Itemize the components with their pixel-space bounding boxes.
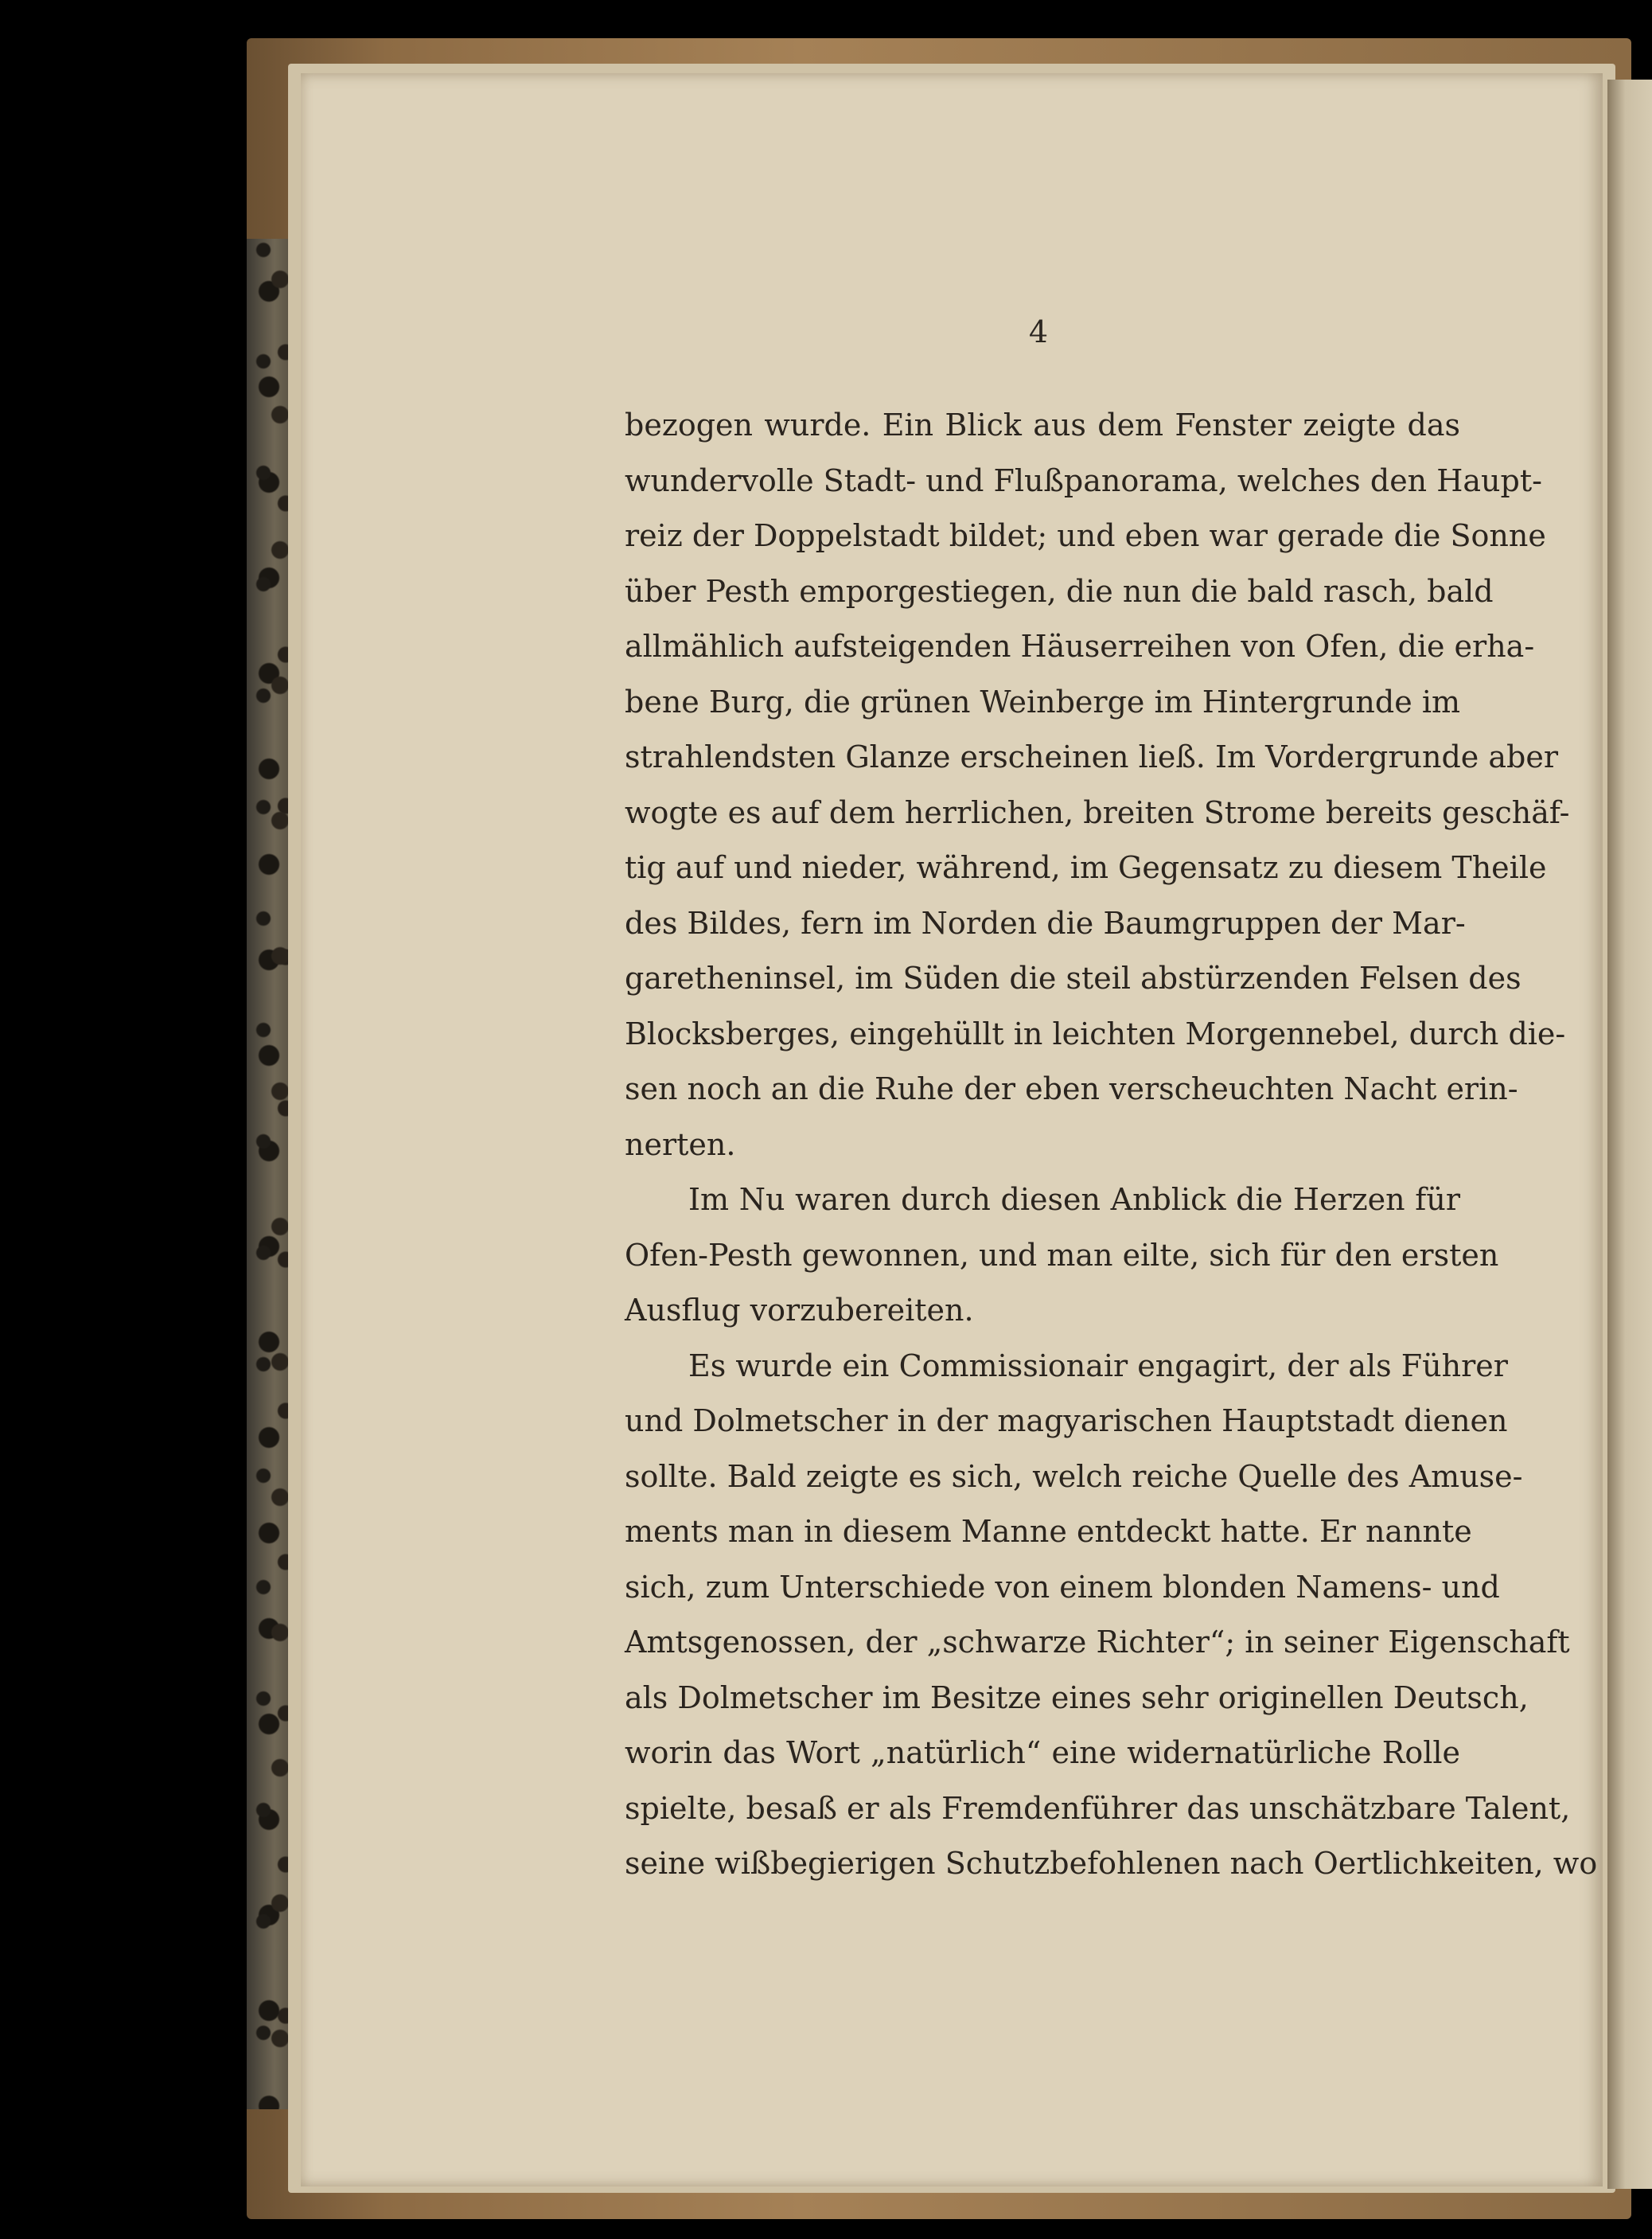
text-line: Ofen-Pesth gewonnen, und man eilte, sich für den ersten: [625, 1237, 1499, 1273]
facing-page-edge: [1607, 80, 1652, 2189]
text-line: worin das Wort „natürlich“ eine widernatürliche Rolle: [625, 1735, 1460, 1770]
text-line: ments man in diesem Manne entdeckt hatte. Er nannte: [625, 1514, 1472, 1549]
text-line: über Pesth emporgestiegen, die nun die bald rasch, bald: [625, 573, 1494, 609]
text-line: sollte. Bald zeigte es sich, welch reiche Quelle des Amuse-: [625, 1458, 1523, 1494]
paragraph: [625, 398, 1570, 1172]
text-line: Im Nu waren durch diesen Anblick die Herzen für: [688, 1182, 1460, 1217]
text-line: bene Burg, die grünen Weinberge im Hintergrunde im: [625, 684, 1460, 720]
text-line: tig auf und nieder, während, im Gegensatz zu diesem Theile: [625, 850, 1547, 885]
page-number: 4: [1028, 314, 1049, 349]
text-line: nerten.: [625, 1126, 736, 1162]
text-line: reiz der Doppelstadt bildet; und eben war gerade die Sonne: [625, 518, 1546, 553]
paragraph: [625, 1339, 1598, 1892]
paragraph: [625, 1172, 1499, 1339]
text-line: Ausflug vorzubereiten.: [625, 1293, 974, 1328]
text-line: sen noch an die Ruhe der eben verscheuchten Nacht erin-: [625, 1071, 1518, 1106]
text-line: garetheninsel, im Süden die steil abstürzenden Felsen des: [625, 961, 1521, 996]
text-line: allmählich aufsteigenden Häuserreihen von Ofen, die erha-: [625, 629, 1535, 664]
text-line: sich, zum Unterschiede von einem blonden Namens- und: [625, 1569, 1500, 1605]
text-line: des Bildes, fern im Norden die Baumgruppen der Mar-: [625, 905, 1466, 941]
text-line: strahlendsten Glanze erscheinen ließ. Im Vordergrunde aber: [625, 739, 1559, 774]
text-line: wogte es auf dem herrlichen, breiten Strome bereits geschäf-: [625, 794, 1570, 830]
text-line: spielte, besaß er als Fremdenführer das unschätzbare Talent,: [625, 1790, 1571, 1826]
text-line: Blocksberges, eingehüllt in leichten Morgennebel, durch die-: [625, 1016, 1566, 1051]
text-line: als Dolmetscher im Besitze eines sehr originellen Deutsch,: [625, 1679, 1529, 1715]
text-line: seine wißbegierigen Schutzbefohlenen nach Oertlichkeiten, wo: [625, 1846, 1598, 1881]
text-line: wundervolle Stadt- und Flußpanorama, welches den Haupt-: [625, 462, 1542, 498]
text-line: Amtsgenossen, der „schwarze Richter“; in seiner Eigenschaft: [625, 1625, 1570, 1660]
text-line: Es wurde ein Commissionair engagirt, der als Führer: [688, 1348, 1508, 1383]
text-line: bezogen wurde. Ein Blick aus dem Fenster zeigte das: [625, 408, 1460, 443]
body-text: [625, 398, 1598, 1892]
text-line: und Dolmetscher in der magyarischen Hauptstadt dienen: [625, 1403, 1508, 1438]
